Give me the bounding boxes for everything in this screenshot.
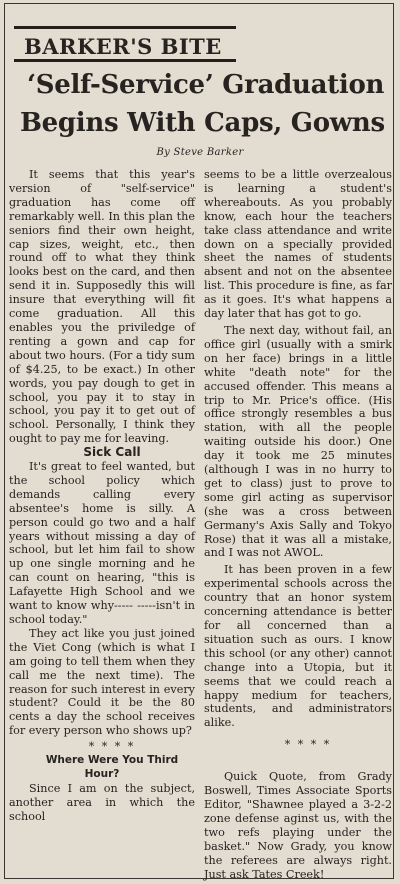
paragraph: It's great to feel wanted, but the school policy which demands calling every absentee's home is silly. A person could go two and a half years without missing a day of school, but let him fail to show up one single morning and he can count on hearing, "this is Lafayette High School and we want to know why----- -----isn't in school today." [9, 460, 195, 626]
paragraph: seems to be a little overzealous is learning a student's whereabouts. As you probably know, each hour the teachers take class attendance and write down on a specially provided sheet the names of students absent and not on the absentee list. This procedure is fine, as far as it goes. It's what happens a day later that has got to go. [204, 168, 392, 321]
paragraph: Since I am on the subject, another area in which the school [9, 781, 195, 823]
right-column [204, 168, 392, 881]
section-divider-stars: * * * * [88, 740, 136, 754]
paragraph: They act like you just joined the Viet Cong (which is what I am going to tell them when they call me the next time). The reason for such interest in every student? Could it be the 80 cents a day the school receives for every person who shows up? [9, 626, 195, 738]
paragraph: It seems that this year's version of "self-service" graduation has come off remarkably well. In this plan the seniors find their own height, cap sizes, weight, etc., then round off to what they think looks best on the card, and then send it in. Supposedly this will insure that everything will fit come graduation. All this enables you the priviledge of renting a gown and cap for about two hours. (For a tidy sum of $4.25, to be exact.) In other words, you pay dough to get in school, you pay it to stay in school, you pay it to get out of school. Personally, I think they ought to pay me for leaving. [9, 168, 195, 446]
headline-line-2: Begins With Caps, Gowns [20, 108, 385, 138]
section-divider-stars: * * * * [284, 738, 332, 752]
subhead-sick-call: Sick Call [83, 445, 141, 460]
column-kicker: BARKER'S BITE [14, 26, 236, 62]
paragraph: It has been proven in a few experimental schools across the country that an honor system concerning attendance is better for all concerned than a situation such as ours. I know this school (or any other) cannot change into a Utopia, but it seems that we could reach a happy medium for teachers, students, and administrators alike. [204, 563, 392, 730]
headline [14, 66, 394, 142]
subhead-third-hour: Where Were You Third Hour? [45, 754, 179, 780]
headline-line-1: ‘Self-Service’ Graduation [27, 70, 385, 100]
byline: By Steve Barker [156, 147, 244, 158]
left-column [9, 168, 195, 824]
paragraph: Quick Quote, from Grady Boswell, Times Associate Sports Editor, "Shawnee played a 3-2-2 zone defense aginst us, with the two refs playing under the basket." Now Grady, you know the referees are always right. Just ask Tates Creek! [204, 770, 392, 881]
paragraph: The next day, without fail, an office girl (usually with a smirk on her face) brings in a little white "death note" for the accused offender. This means a trip to Mr. Price's office. (His office strongly resembles a bus station, with all the people waiting outside his door.) One day it took me 25 minutes (although I was in no hurry to get to class) just to prove to some girl acting as supervisor (she was a cross between Germany's Axis Sally and Tokyo Rose) that it was all a mistake, and I was not AWOL. [204, 323, 392, 560]
